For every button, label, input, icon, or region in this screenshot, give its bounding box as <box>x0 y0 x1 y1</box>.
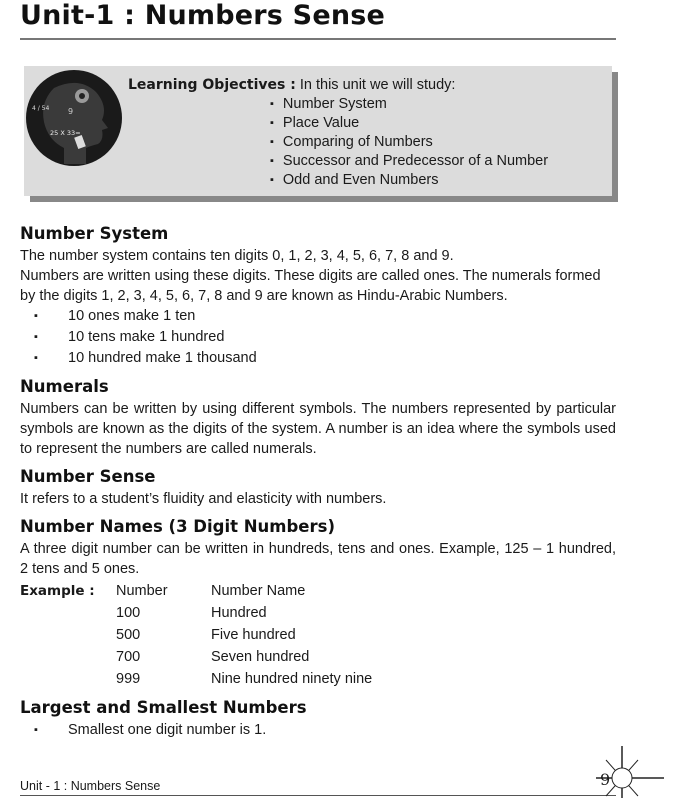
example-table <box>20 580 372 690</box>
table-row <box>20 602 372 624</box>
number-system-para-1: The number system contains ten digits 0, 1, 2, 3, 4, 5, 6, 7, 8 and 9. <box>20 248 454 264</box>
row-name: Hundred <box>211 605 267 621</box>
number-sense-para: It refers to a student’s fluidity and elasticity with numbers. <box>20 491 387 507</box>
table-row <box>20 624 372 646</box>
number-names-para: A three digit number can be written in hundreds, tens and ones. Example, 125 – 1 hundred, 2 tens and 5 ones. <box>20 541 616 577</box>
objective-item: ▪ Number System <box>270 95 548 114</box>
objective-item: ▪ Place Value <box>270 114 548 133</box>
largest-smallest-bullets <box>34 720 616 741</box>
section-title-number-system: Number System <box>20 224 169 243</box>
footer-unit-label: Unit - 1 : Numbers Sense <box>20 779 161 793</box>
bullet-item: ▪ 10 hundred make 1 thousand <box>34 348 616 369</box>
bullet-item: ▪ 10 ones make 1 ten <box>34 306 616 327</box>
row-name: Seven hundred <box>211 649 310 665</box>
table-row <box>20 646 372 668</box>
row-number: 700 <box>116 649 141 665</box>
graphic-text-1: 4 / 54 <box>32 105 50 112</box>
objectives-list <box>270 95 548 190</box>
numerals-para: Numbers can be written by using different symbols. The numbers represented by particular symbols are known as the digits of the system. A number is an idea where the symbols used to represent the numbers are called numerals. <box>20 401 616 457</box>
section-title-largest-smallest: Largest and Smallest Numbers <box>20 698 307 717</box>
column-header-number: Number <box>116 583 168 599</box>
section-title-numerals: Numerals <box>20 377 109 396</box>
title-underline <box>20 38 616 40</box>
page-star-icon <box>586 742 666 800</box>
column-header-name: Number Name <box>211 583 306 599</box>
page-number: 9 <box>600 770 611 789</box>
unit-title: Unit-1 : Numbers Sense <box>20 0 386 31</box>
objectives-heading <box>128 77 455 93</box>
table-header-row <box>20 580 372 602</box>
objectives-label: Learning Objectives : <box>128 77 296 93</box>
row-number: 999 <box>116 671 141 687</box>
objective-item: ▪ Successor and Predecessor of a Number <box>270 152 548 171</box>
table-row <box>20 668 372 690</box>
main-content <box>20 222 616 741</box>
graphic-text-3: 9 <box>68 107 74 116</box>
bullet-item: ▪ 10 tens make 1 hundred <box>34 327 616 348</box>
objective-item: ▪ Comparing of Numbers <box>270 133 548 152</box>
bullet-item: ▪ Smallest one digit number is 1. <box>34 720 616 741</box>
objective-item: ▪ Odd and Even Numbers <box>270 171 548 190</box>
section-title-number-sense: Number Sense <box>20 467 156 486</box>
row-number: 500 <box>116 627 141 643</box>
row-number: 100 <box>116 605 141 621</box>
number-system-para-2: Numbers are written using these digits. These digits are called ones. The numerals formed by the digits 1, 2, 3, 4, 5, 6, 7, 8 and 9 are known as Hindu-Arabic Numbers. <box>20 268 601 304</box>
graphic-text-2: 25 X 33= <box>50 129 81 137</box>
example-label: Example : <box>20 583 95 599</box>
footer-rule <box>20 795 616 796</box>
row-name: Five hundred <box>211 627 296 643</box>
row-name: Nine hundred ninety nine <box>211 671 373 687</box>
head-silhouette-icon <box>24 68 124 168</box>
section-title-number-names: Number Names (3 Digit Numbers) <box>20 517 335 536</box>
objectives-intro: In this unit we will study: <box>295 77 456 93</box>
number-system-bullets <box>34 306 616 369</box>
learning-objectives-box <box>24 66 612 196</box>
